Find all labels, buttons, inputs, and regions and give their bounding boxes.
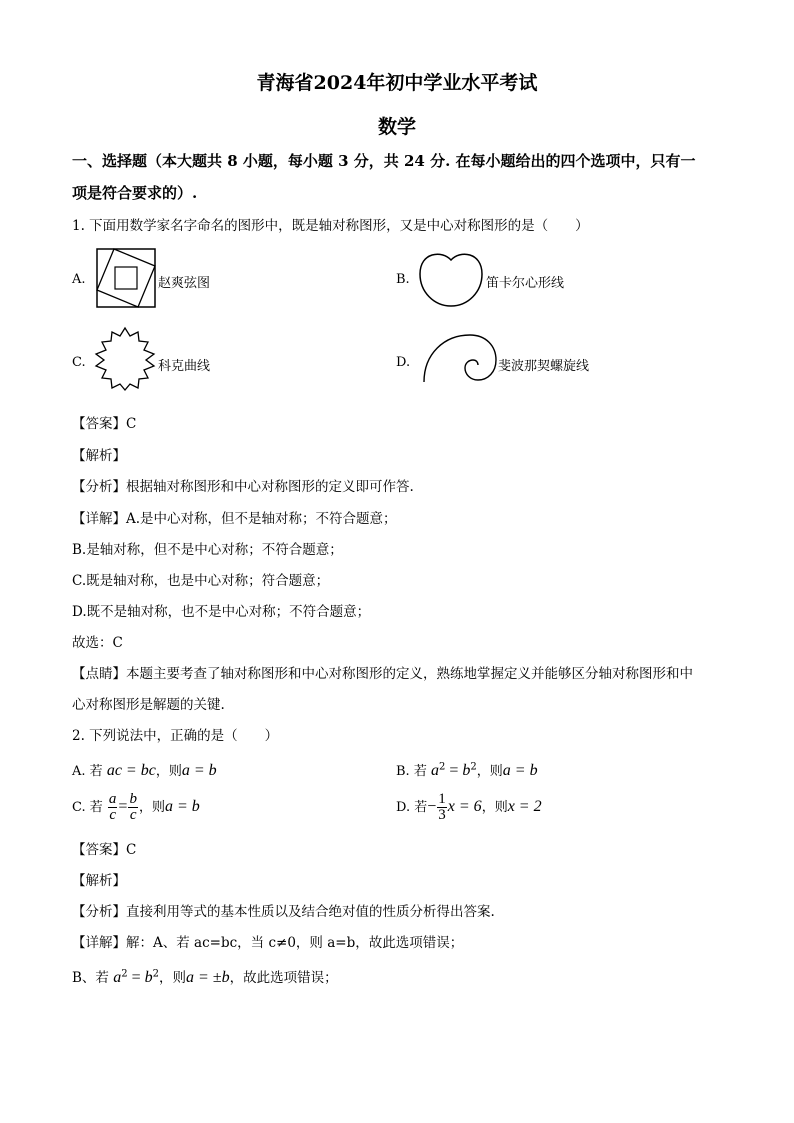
fenxi-tag: 【分析】 [72, 479, 126, 495]
detail-1-text: 解：A、若 ac=bc，当 c≠0，则 a=b，故此选项错误； [126, 935, 464, 951]
math-equation: x = 6 [447, 798, 482, 815]
question-2-stem: 2. 下列说法中，正确的是（ ） [72, 728, 279, 744]
dianjing-text-1: 本题主要考查了轴对称图形和中心对称图形的定义，熟练地掌握定义并能够区分轴对称图形和中 [126, 666, 693, 682]
question-1-stem: 1. 下面用数学家名字命名的图形中，既是轴对称图形，又是中心对称图形的是（ ） [72, 218, 589, 234]
q1-option-c-letter: C. [72, 355, 86, 370]
then-word: ，则 [138, 800, 165, 815]
q1-option-b-letter: B. [396, 272, 410, 287]
option-letter: C. [72, 800, 86, 815]
numerator: a [108, 791, 117, 807]
math-exponent: 2 [438, 761, 446, 773]
denominator: c [109, 807, 116, 823]
math-exponent: 2 [121, 968, 128, 980]
option-letter: D. [396, 800, 411, 815]
math-minus: − [427, 798, 437, 815]
q1-option-c-caption: 科克曲线 [158, 359, 211, 374]
fenxi-text: 直接利用等式的基本性质以及结合绝对值的性质分析得出答案. [126, 904, 495, 920]
q1-option-a-caption: 赵爽弦图 [158, 276, 211, 291]
q2-detail-1 [72, 931, 463, 951]
detail-a-text: A.是中心对称，但不是轴对称；不符合题意； [126, 511, 397, 527]
math-base: a [430, 762, 439, 779]
section-heading-line-1: 一、选择题（本大题共 8 小题，每小题 3 分，共 24 分. 在每小题给出的四个选项中，只有一 [72, 152, 696, 170]
q2-fenxi [72, 900, 495, 920]
q2-option-d [396, 792, 542, 823]
q1-detail-c: C.既是轴对称，也是中心对称；符合题意； [72, 573, 330, 589]
zhao-shuang-diagram-icon [96, 248, 156, 308]
math-result: a = b [181, 762, 217, 779]
math-equals: = [445, 762, 463, 779]
q1-dianjing-line-2: 心对称图形是解题的关键. [72, 697, 225, 713]
q1-option-d-letter: D. [396, 355, 411, 370]
q1-option-d-caption: 斐波那契螺旋线 [498, 359, 590, 374]
math-base: b [144, 969, 153, 986]
xiangjie-tag: 【详解】 [72, 935, 126, 951]
math-exponent: 2 [152, 968, 159, 980]
q2-option-a [72, 760, 217, 780]
q1-fenxi [72, 475, 414, 495]
answer-tag: 【答案】 [72, 842, 126, 858]
math-result: a = ±b [186, 969, 230, 986]
page-subtitle: 数学 [377, 116, 416, 138]
option-letter: B. [396, 764, 410, 779]
fraction-b-over-c [128, 792, 138, 823]
if-word: 若 [413, 764, 427, 779]
page-title: 青海省2024年初中学业水平考试 [256, 72, 538, 94]
koch-snowflake-icon [92, 326, 158, 392]
q1-choose: 故选：C [72, 635, 123, 651]
fenxi-tag: 【分析】 [72, 904, 126, 920]
q1-detail-d: D.既不是轴对称，也不是中心对称；不符合题意； [72, 604, 371, 620]
q2-option-c [72, 792, 200, 823]
cardioid-icon [418, 250, 484, 308]
numerator: 1 [438, 791, 446, 807]
math-result: a = b [502, 762, 538, 779]
detail-2-post: ，故此选项错误； [229, 970, 338, 986]
if-word: 若 [414, 800, 428, 815]
q2-option-b [396, 760, 538, 780]
math-equals: = [127, 969, 145, 986]
q1-dianjing-line-1 [72, 662, 693, 682]
if-word: 若 [89, 800, 103, 815]
fibonacci-spiral-icon [422, 332, 498, 384]
then-word: ，则 [476, 764, 503, 779]
fraction-a-over-c [108, 792, 118, 823]
denominator: 3 [438, 807, 446, 823]
math-result: x = 2 [507, 798, 542, 815]
fraction-one-third [437, 792, 447, 823]
math-equals: = [118, 798, 128, 815]
q1-detail-a [72, 507, 397, 527]
then-word: ，则 [481, 800, 508, 815]
q1-detail-b: B.是轴对称，但不是中心对称；不符合题意； [72, 542, 343, 558]
math-base: b [462, 762, 471, 779]
q2-detail-2 [72, 966, 338, 987]
answer-value: C [126, 842, 137, 858]
dianjing-tag: 【点睛】 [72, 666, 126, 682]
answer-tag: 【答案】 [72, 416, 126, 432]
q2-analysis-tag: 【解析】 [72, 873, 126, 889]
q1-analysis-tag: 【解析】 [72, 448, 126, 464]
then-word: ，则 [159, 970, 186, 986]
xiangjie-tag: 【详解】 [72, 511, 126, 527]
q2-answer [72, 838, 136, 858]
math-base: a [113, 969, 122, 986]
q1-option-a-letter: A. [72, 272, 86, 287]
then-word: ，则 [155, 764, 182, 779]
denominator: c [129, 807, 137, 823]
numerator: b [129, 791, 137, 807]
q1-answer [72, 412, 136, 432]
fenxi-text: 根据轴对称图形和中心对称图形的定义即可作答. [126, 479, 414, 495]
section-heading-line-2: 项是符合要求的）. [72, 184, 198, 202]
option-letter: A. [72, 764, 86, 779]
math-result: a = b [164, 798, 200, 815]
detail-2-pre: B、若 [72, 970, 109, 986]
answer-value: C [126, 416, 137, 432]
math-condition: ac = bc [106, 762, 156, 779]
math-exponent: 2 [470, 761, 477, 773]
if-word: 若 [89, 764, 103, 779]
q1-option-b-caption: 笛卡尔心形线 [486, 276, 565, 291]
